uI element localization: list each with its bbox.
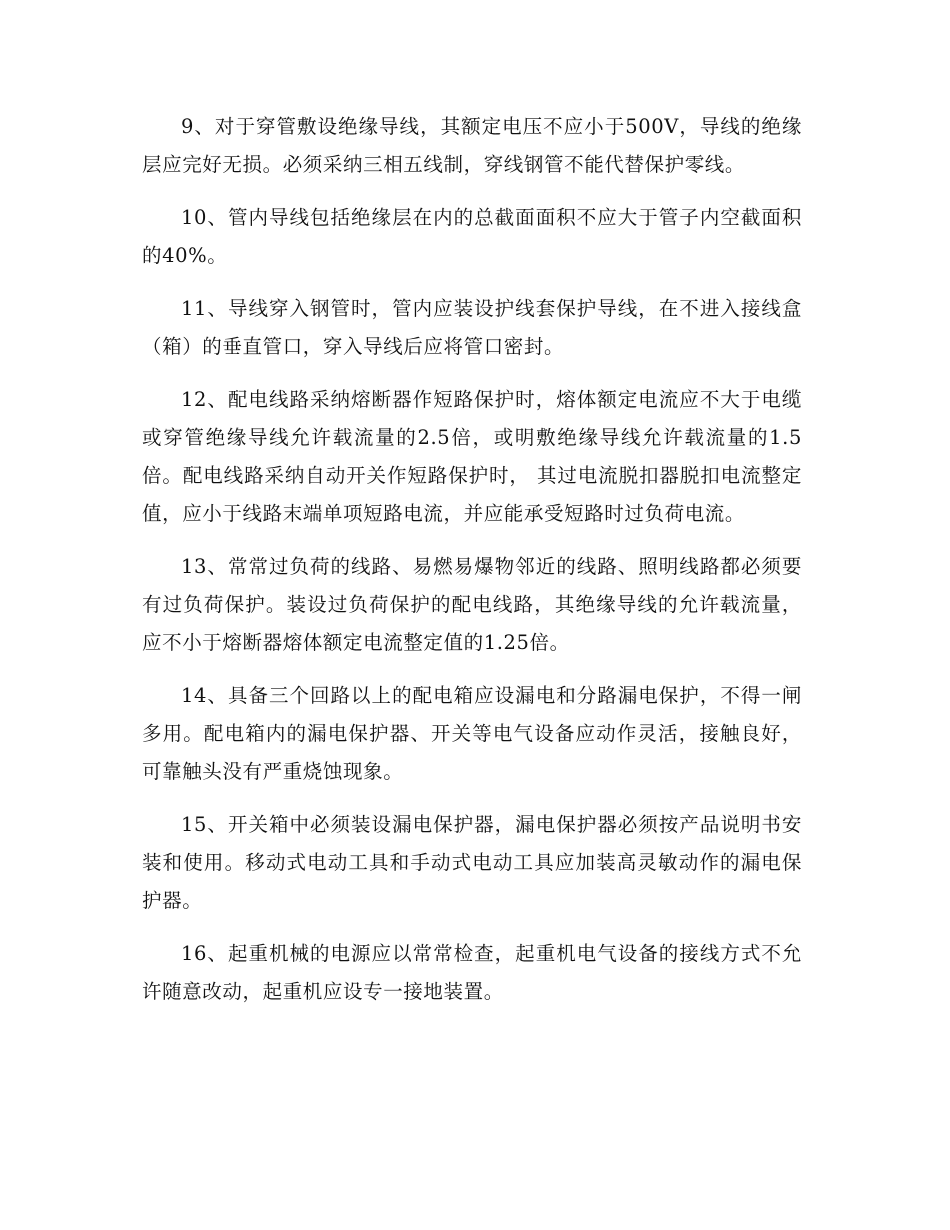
paragraph-item-16: 16、起重机械的电源应以常常检查，起重机电气设备的接线方式不允许随意改动，起重机应设专一接地装置。 — [142, 942, 802, 1003]
paragraph-item-10: 10、管内导线包括绝缘层在内的总截面面积不应大于管子内空截面积的40%。 — [142, 206, 802, 267]
paragraph-item-9: 9、对于穿管敷设绝缘导线，其额定电压不应小于500V，导线的绝缘层应完好无损。必须采纳三相五线制，穿线钢管不能代替保护零线。 — [142, 115, 802, 176]
paragraph-item-12: 12、配电线路采纳熔断器作短路保护时，熔体额定电流应不大于电缆或穿管绝缘导线允许载流量的2.5倍，或明敷绝缘导线允许载流量的1.5倍。配电线路采纳自动开关作短路保护时， 其过电流脱扣器脱扣电流整定值，应小于线路末端单项短路电流，并应能承受短路时过负荷电流。 — [142, 388, 802, 525]
document-body — [142, 108, 802, 1026]
paragraph-item-14: 14、具备三个回路以上的配电箱应设漏电和分路漏电保护，不得一闸多用。配电箱内的漏电保护器、开关等电气设备应动作灵活，接触良好，可靠触头没有严重烧蚀现象。 — [142, 684, 802, 783]
paragraph-item-13: 13、常常过负荷的线路、易燃易爆物邻近的线路、照明线路都必须要有过负荷保护。装设过负荷保护的配电线路，其绝缘导线的允许载流量，应不小于熔断器熔体额定电流整定值的1.25倍。 — [142, 555, 802, 654]
paragraph-item-11: 11、导线穿入钢管时，管内应装设护线套保护导线，在不进入接线盒（箱）的垂直管口，穿入导线后应将管口密封。 — [142, 297, 802, 358]
paragraph-item-15: 15、开关箱中必须装设漏电保护器，漏电保护器必须按产品说明书安装和使用。移动式电动工具和手动式电动工具应加装高灵敏动作的漏电保护器。 — [142, 813, 802, 912]
